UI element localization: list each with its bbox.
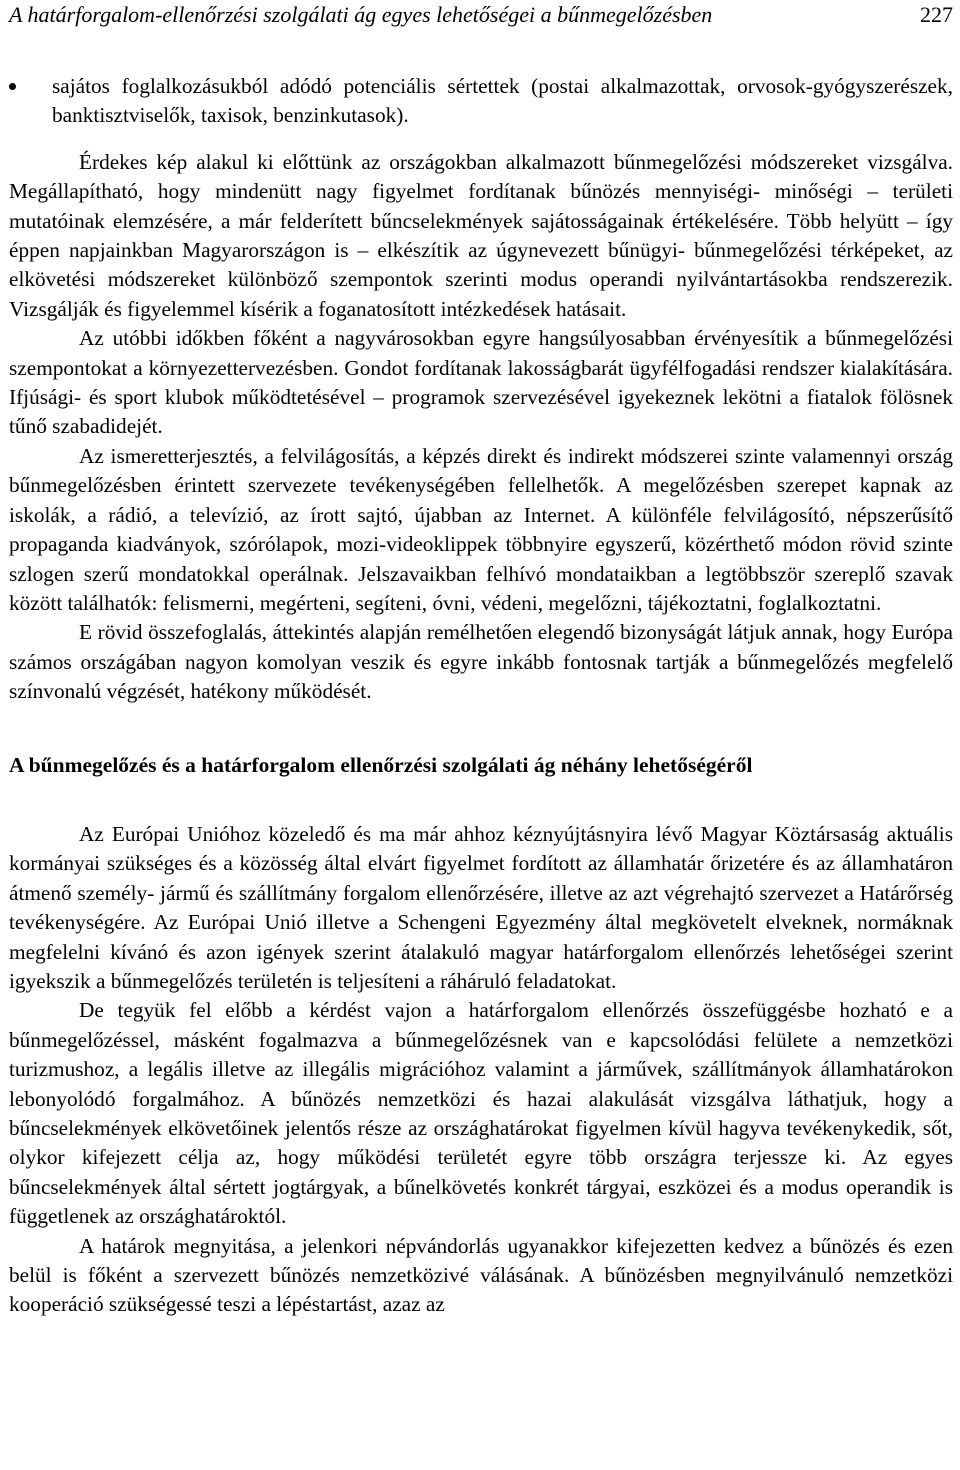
running-header — [9, 0, 953, 30]
paragraph: Az ismeretterjesztés, a felvilágosítás, a képzés direkt és indirekt módszerei szinte valamennyi ország bűnmegelőzésben érintett szervezete tevékenységében fellelhetők. A megelőzésben szerepet kapnak az iskolák, a rádió, a televízió, az írott sajtó, újabban az Internet. A különféle felvilágosító, népszerűsítő propaganda kiadványok, szórólapok, mozi-videoklippek többnyire egyszerű, közérthető módon rövid szinte szlogen szerű mondatokkal operálnak. Jelszavaikban felhívó mondataikban a legtöbbször szereplő szavak között találhatók: felismerni, megérteni, segíteni, óvni, védeni, megelőzni, tájékoztatni, foglalkoztatni. — [9, 443, 953, 615]
bullet-list-item — [9, 72, 953, 131]
section-heading: A bűnmegelőzés és a határforgalom ellenőrzési szolgálati ág néhány lehetőségéről — [9, 752, 753, 777]
paragraph: Az utóbbi időkben főként a nagyvárosokban egyre hangsúlyosabban érvényesítik a bűnmegelőzési szempontokat a környezettervezésben. Gondot fordítanak lakosságbarát ügyfélfogadási rendszer kialakítására. Ifjúsági- és sport klubok működtetésével – programok szervezésével igyekeznek lekötni a fiatalok fölösnek tűnő szabadidejét. — [9, 326, 953, 439]
paragraph: E rövid összefoglalás, áttekintés alapján remélhetően elegendő bizonyságát látjuk annak, hogy Európa számos országában nagyon komolyan veszik és egyre inkább fontosnak tartják a bűnmegelőzés megfelelő színvonalú végzését, hatékony működését. — [9, 620, 953, 704]
paragraph: A határok megnyitása, a jelenkori népvándorlás ugyanakkor kifejezetten kedvez a bűnözés és ezen belül is főként a szervezett bűnözés nemzetközivé válásának. A bűnözésben megnyilvánuló nemzetközi kooperáció szükségessé teszi a lépéstartást, azaz az — [9, 1233, 953, 1317]
bullet-text: sajátos foglalkozásukból adódó potenciális sértettek (postai alkalmazottak, orvosok-gyógyszerészek, banktisztviselők, taxisok, benzinkutasok). — [52, 74, 953, 128]
paragraph: Az Európai Unióhoz közeledő és ma már ahhoz kéznyújtásnyira lévő Magyar Köztársaság aktuális kormányai szükséges és a közösség által elvárt figyelmet fordított az államhatár őrizetére és az államhatáron átmenő személy- jármű és szállítmány forgalom ellenőrzésére, illetve az azt végrehajtó szervezet a Határőrség tevékenységére. Az Európai Unió illetve a Schengeni Egyezmény által megkövetelt elveknek, normáknak megfelelni kívánó és azon igények szerint átalakuló magyar határforgalom ellenőrzés lehetőségei szerint igyekszik a bűnmegelőzés területén is teljesíteni a ráháruló feladatokat. — [9, 821, 953, 993]
paragraph: De tegyük fel előbb a kérdést vajon a határforgalom ellenőrzés összefüggésbe hozható e a bűnmegelőzéssel, másként fogalmazva a bűnmegelőzésnek van e kapcsolódási felülete a nemzetközi turizmushoz, a legális illetve az illegális migrációhoz valamint a járművek, szállítmányok államhatárokon lebonyolódó forgalmához. A bűnözés nemzetközi és hazai alakulását vizsgálva láthatjuk, hogy a bűncselekmények elkövetőinek jelentős része az országhatárokat figyelmen kívül hagyva tevékenykedik, sőt, olykor kifejezett célja az, hogy működési területét egyre több országra terjessze ki. Az egyes bűncselekmények által sértett jogtárgyak, a bűnelkövetés konkrét tárgyai, eszközei és a modus operandik is függetlenek az országhatároktól. — [9, 998, 953, 1229]
paragraph: Érdekes kép alakul ki előttünk az országokban alkalmazott bűnmegelőzési módszereket vizsgálva. Megállapítható, hogy mindenütt nagy figyelmet fordítanak bűnözés mennyiségi- minőségi – területi mutatóinak elemzésére, a már felderített bűncselekmények sajátosságainak értékelésére. Több helyütt – így éppen napjainkban Magyarországon is – elkészítik az úgynevezett bűnügyi- bűnmegelőzési térképeket, az elkövetési módszereket különböző szempontok szerinti modus operandi nyilvántartásokba rendszerezik. Vizsgálják és figyelemmel kísérik a foganatosított intézkedések hatásait. — [9, 149, 953, 321]
page-number: 227 — [920, 2, 953, 27]
bullet-icon — [9, 83, 16, 90]
running-title: A határforgalom-ellenőrzési szolgálati ág egyes lehetőségei a bűnmegelőzésben — [9, 2, 713, 27]
section-body-main — [9, 820, 953, 1320]
section-body-intro — [9, 148, 953, 707]
document-page — [9, 0, 953, 1320]
